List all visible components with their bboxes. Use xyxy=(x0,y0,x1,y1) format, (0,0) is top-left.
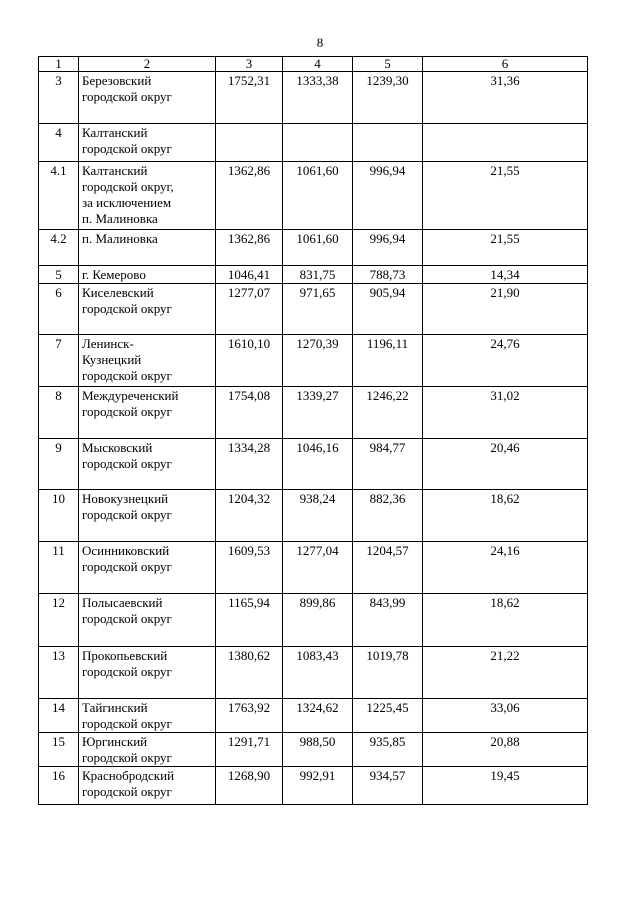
value-col-4: 971,65 xyxy=(283,284,353,335)
value-col-4: 1083,43 xyxy=(283,647,353,699)
table-row xyxy=(39,767,588,805)
value-col-6: 18,62 xyxy=(423,490,588,542)
value-col-6: 24,16 xyxy=(423,542,588,594)
row-number: 12 xyxy=(39,594,79,647)
value-col-5: 882,36 xyxy=(353,490,423,542)
column-header: 2 xyxy=(79,57,216,72)
table-body xyxy=(39,72,588,805)
row-number: 9 xyxy=(39,439,79,490)
row-number: 15 xyxy=(39,733,79,767)
table-row xyxy=(39,335,588,387)
value-col-4: 899,86 xyxy=(283,594,353,647)
value-col-6: 24,76 xyxy=(423,335,588,387)
table-row xyxy=(39,733,588,767)
district-name: Мысковский городской округ xyxy=(79,439,216,490)
value-col-5: 1246,22 xyxy=(353,387,423,439)
row-number: 10 xyxy=(39,490,79,542)
value-col-4: 1061,60 xyxy=(283,162,353,230)
row-number: 3 xyxy=(39,72,79,124)
value-col-5 xyxy=(353,124,423,162)
value-col-3: 1165,94 xyxy=(216,594,283,647)
value-col-3: 1380,62 xyxy=(216,647,283,699)
district-name: Краснобродский городской округ xyxy=(79,767,216,805)
value-col-4: 988,50 xyxy=(283,733,353,767)
value-col-5: 1225,45 xyxy=(353,699,423,733)
value-col-5: 1204,57 xyxy=(353,542,423,594)
row-number: 6 xyxy=(39,284,79,335)
table-row xyxy=(39,266,588,284)
table-row xyxy=(39,647,588,699)
value-col-6: 31,02 xyxy=(423,387,588,439)
table-row xyxy=(39,439,588,490)
value-col-5: 1239,30 xyxy=(353,72,423,124)
value-col-5: 934,57 xyxy=(353,767,423,805)
district-name: Междуреченский городской округ xyxy=(79,387,216,439)
row-number: 11 xyxy=(39,542,79,594)
table-row xyxy=(39,594,588,647)
value-col-4: 1324,62 xyxy=(283,699,353,733)
value-col-3: 1046,41 xyxy=(216,266,283,284)
value-col-6: 20,46 xyxy=(423,439,588,490)
value-col-5: 935,85 xyxy=(353,733,423,767)
district-name: Киселевский городской округ xyxy=(79,284,216,335)
column-header: 6 xyxy=(423,57,588,72)
value-col-5: 843,99 xyxy=(353,594,423,647)
value-col-3: 1763,92 xyxy=(216,699,283,733)
table-row xyxy=(39,162,588,230)
row-number: 4.2 xyxy=(39,230,79,266)
row-number: 14 xyxy=(39,699,79,733)
table-row xyxy=(39,124,588,162)
value-col-5: 905,94 xyxy=(353,284,423,335)
value-col-4: 938,24 xyxy=(283,490,353,542)
value-col-6: 20,88 xyxy=(423,733,588,767)
value-col-3: 1752,31 xyxy=(216,72,283,124)
district-name: Осинниковский городской округ xyxy=(79,542,216,594)
district-name: Калтанский городской округ xyxy=(79,124,216,162)
value-col-3: 1362,86 xyxy=(216,230,283,266)
value-col-3: 1291,71 xyxy=(216,733,283,767)
row-number: 8 xyxy=(39,387,79,439)
value-col-6: 31,36 xyxy=(423,72,588,124)
value-col-5: 788,73 xyxy=(353,266,423,284)
table-row xyxy=(39,284,588,335)
value-col-6: 21,55 xyxy=(423,230,588,266)
value-col-3: 1362,86 xyxy=(216,162,283,230)
value-col-4: 1277,04 xyxy=(283,542,353,594)
value-col-3 xyxy=(216,124,283,162)
value-col-4: 1046,16 xyxy=(283,439,353,490)
row-number: 16 xyxy=(39,767,79,805)
row-number: 13 xyxy=(39,647,79,699)
value-col-3: 1334,28 xyxy=(216,439,283,490)
value-col-5: 996,94 xyxy=(353,230,423,266)
table-row xyxy=(39,387,588,439)
value-col-6: 14,34 xyxy=(423,266,588,284)
district-name: Березовский городской округ xyxy=(79,72,216,124)
value-col-3: 1610,10 xyxy=(216,335,283,387)
table-row xyxy=(39,490,588,542)
column-header: 4 xyxy=(283,57,353,72)
value-col-6 xyxy=(423,124,588,162)
row-number: 4 xyxy=(39,124,79,162)
district-name: г. Кемерово xyxy=(79,266,216,284)
value-col-5: 996,94 xyxy=(353,162,423,230)
row-number: 5 xyxy=(39,266,79,284)
value-col-3: 1268,90 xyxy=(216,767,283,805)
value-col-4: 1061,60 xyxy=(283,230,353,266)
value-col-4: 1339,27 xyxy=(283,387,353,439)
district-name: Ленинск- Кузнецкий городской округ xyxy=(79,335,216,387)
table-row xyxy=(39,230,588,266)
column-header: 1 xyxy=(39,57,79,72)
value-col-4: 992,91 xyxy=(283,767,353,805)
value-col-6: 19,45 xyxy=(423,767,588,805)
table-row xyxy=(39,699,588,733)
value-col-4: 1333,38 xyxy=(283,72,353,124)
row-number: 4.1 xyxy=(39,162,79,230)
value-col-6: 21,55 xyxy=(423,162,588,230)
value-col-4: 831,75 xyxy=(283,266,353,284)
value-col-5: 984,77 xyxy=(353,439,423,490)
row-number: 7 xyxy=(39,335,79,387)
value-col-3: 1204,32 xyxy=(216,490,283,542)
value-col-6: 18,62 xyxy=(423,594,588,647)
district-name: Полысаевский городской округ xyxy=(79,594,216,647)
district-name: Новокузнецкий городской округ xyxy=(79,490,216,542)
district-name: п. Малиновка xyxy=(79,230,216,266)
district-name: Прокопьевский городской округ xyxy=(79,647,216,699)
page-number: 8 xyxy=(316,35,324,50)
value-col-3: 1609,53 xyxy=(216,542,283,594)
table-row xyxy=(39,542,588,594)
value-col-5: 1019,78 xyxy=(353,647,423,699)
column-header: 3 xyxy=(216,57,283,72)
value-col-6: 21,22 xyxy=(423,647,588,699)
value-col-3: 1754,08 xyxy=(216,387,283,439)
value-col-4: 1270,39 xyxy=(283,335,353,387)
value-col-3: 1277,07 xyxy=(216,284,283,335)
value-col-6: 33,06 xyxy=(423,699,588,733)
column-header: 5 xyxy=(353,57,423,72)
tariff-table xyxy=(38,56,588,805)
value-col-6: 21,90 xyxy=(423,284,588,335)
district-name: Юргинский городской округ xyxy=(79,733,216,767)
district-name: Калтанский городской округ, за исключением п. Малиновка xyxy=(79,162,216,230)
table-header-row xyxy=(39,57,588,72)
table-row xyxy=(39,72,588,124)
district-name: Тайгинский городской округ xyxy=(79,699,216,733)
value-col-5: 1196,11 xyxy=(353,335,423,387)
value-col-4 xyxy=(283,124,353,162)
